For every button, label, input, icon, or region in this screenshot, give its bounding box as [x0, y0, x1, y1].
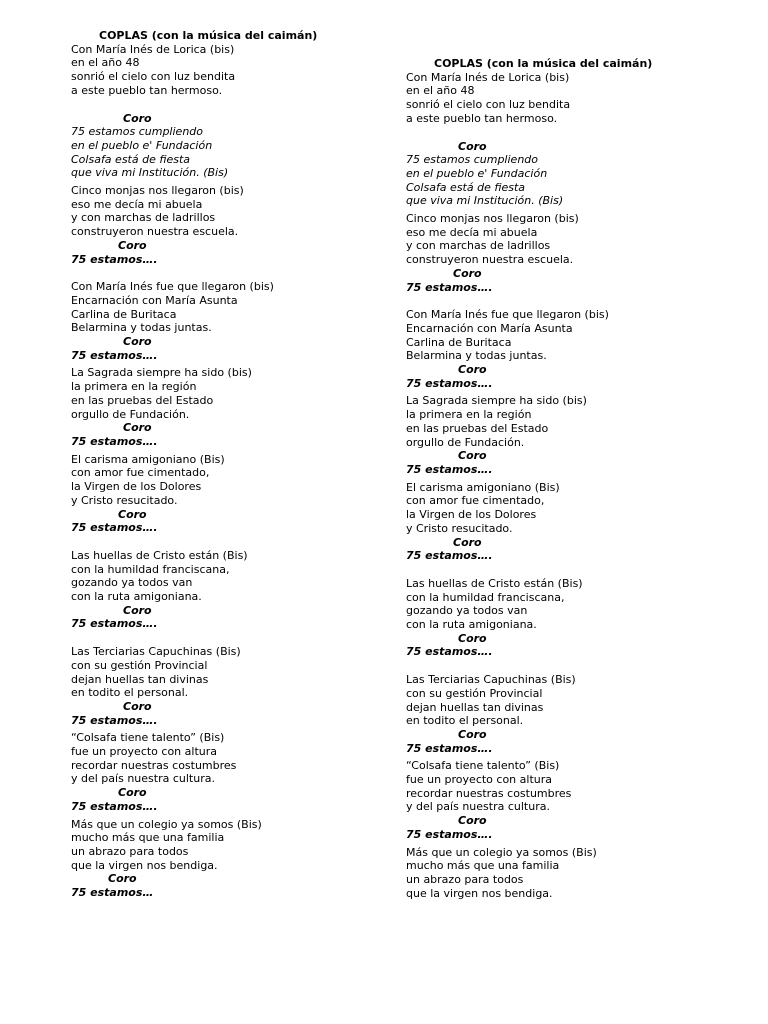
coro-label: Coro	[458, 814, 487, 828]
verse-line: con su gestión Provincial	[71, 658, 208, 672]
coro-label: Coro	[118, 238, 147, 252]
intro-stanza	[406, 71, 726, 126]
verse-line: con su gestión Provincial	[406, 686, 543, 700]
verse-line: en todito el personal.	[71, 686, 189, 700]
verse-line: mucho más que una familia	[71, 831, 225, 845]
intro-line: en el año 48	[406, 84, 475, 98]
verse-line: Con María Inés fue que llegaron (bis)	[71, 280, 274, 294]
verse-stanza	[406, 577, 726, 632]
coro-label: Coro	[458, 449, 487, 463]
coro-label: Coro	[118, 507, 147, 521]
verse-line: un abrazo para todos	[71, 844, 189, 858]
verse-line: “Colsafa tiene talento” (Bis)	[71, 731, 225, 745]
page-title: COPLAS (con la música del caimán)	[434, 57, 653, 70]
verse-line: con la humildad franciscana,	[71, 562, 230, 576]
chorus-line: 75 estamos cumpliendo	[71, 125, 203, 139]
verse-stanza	[71, 645, 391, 700]
coro-label: Coro	[108, 872, 137, 886]
refrain-line: 75 estamos…	[71, 886, 154, 900]
verse-line: con la ruta amigoniana.	[71, 590, 202, 604]
verse-line: fue un proyecto con altura	[406, 773, 552, 787]
verse-line: y con marchas de ladrillos	[71, 211, 216, 225]
verse-stanza	[406, 481, 726, 536]
verse-line: El carisma amigoniano (Bis)	[406, 480, 560, 494]
chorus-line: Colsafa está de fiesta	[71, 152, 191, 166]
verse-line: Cinco monjas nos llegaron (bis)	[406, 212, 579, 226]
verse-line: en todito el personal.	[406, 714, 524, 728]
verse-line: Más que un colegio ya somos (Bis)	[71, 817, 262, 831]
refrain-line: 75 estamos….	[406, 462, 493, 476]
verse-stanza	[406, 308, 726, 363]
refrain-line: 75 estamos….	[71, 521, 158, 535]
verse-line: la Virgen de los Dolores	[406, 508, 537, 522]
intro-line: sonrió el cielo con luz bendita	[71, 70, 236, 84]
verse-line: La Sagrada siempre ha sido (bis)	[71, 366, 252, 380]
verse-stanza	[71, 280, 391, 335]
refrain-line: 75 estamos….	[406, 280, 493, 294]
page-title: COPLAS (con la música del caimán)	[99, 29, 318, 42]
intro-line: a este pueblo tan hermoso.	[406, 111, 558, 125]
verse-line: en las pruebas del Estado	[71, 393, 214, 407]
verse-line: orgullo de Fundación.	[71, 407, 190, 421]
coro-label: Coro	[458, 727, 487, 741]
verse-line: que la virgen nos bendiga.	[406, 886, 553, 900]
refrain-line: 75 estamos….	[71, 617, 158, 631]
refrain-line: 75 estamos….	[406, 827, 493, 841]
refrain-line: 75 estamos….	[406, 645, 493, 659]
verse-stanza	[71, 549, 391, 604]
chorus-stanza	[71, 125, 391, 180]
refrain-line: 75 estamos….	[406, 376, 493, 390]
verse-stanza	[71, 366, 391, 421]
verse-line: “Colsafa tiene talento” (Bis)	[406, 759, 560, 773]
verse-line: y del país nuestra cultura.	[71, 772, 215, 786]
verse-line: que la virgen nos bendiga.	[71, 858, 218, 872]
coro-label: Coro	[453, 535, 482, 549]
chorus-line: en el pueblo e' Fundación	[71, 138, 213, 152]
verse-line: con la ruta amigoniana.	[406, 618, 537, 632]
verse-line: orgullo de Fundación.	[406, 435, 525, 449]
refrain-line: 75 estamos….	[71, 799, 158, 813]
verse-line: La Sagrada siempre ha sido (bis)	[406, 394, 587, 408]
intro-line: Con María Inés de Lorica (bis)	[71, 42, 235, 56]
verse-line: dejan huellas tan divinas	[406, 700, 544, 714]
verse-line: eso me decía mi abuela	[71, 197, 203, 211]
verse-line: Belarmina y todas juntas.	[406, 349, 547, 363]
verse-line: Encarnación con María Asunta	[71, 293, 238, 307]
verse-stanza	[406, 394, 726, 449]
verse-line: Encarnación con María Asunta	[406, 321, 573, 335]
verse-line: fue un proyecto con altura	[71, 745, 217, 759]
refrain-line: 75 estamos….	[406, 741, 493, 755]
coro-label: Coro	[458, 139, 487, 153]
coro-label: Coro	[453, 266, 482, 280]
verse-stanza	[406, 673, 726, 728]
verse-line: recordar nuestras costumbres	[406, 786, 572, 800]
chorus-stanza	[406, 153, 726, 208]
verse-line: Cinco monjas nos llegaron (bis)	[71, 184, 244, 198]
refrain-line: 75 estamos….	[71, 434, 158, 448]
verse-line: en las pruebas del Estado	[406, 421, 549, 435]
verse-line: la primera en la región	[71, 380, 197, 394]
verse-line: Carlina de Buritaca	[406, 335, 512, 349]
lyrics-column-left	[71, 29, 391, 900]
refrain-line: 75 estamos….	[71, 252, 158, 266]
verse-line: eso me decía mi abuela	[406, 225, 538, 239]
verse-stanza	[71, 818, 391, 873]
verse-line: mucho más que una familia	[406, 859, 560, 873]
refrain-line: 75 estamos….	[71, 713, 158, 727]
verse-line: Las Terciarias Capuchinas (Bis)	[406, 673, 576, 687]
verse-stanza	[406, 212, 726, 267]
coro-label: Coro	[118, 786, 147, 800]
verse-stanza	[71, 731, 391, 786]
intro-line: sonrió el cielo con luz bendita	[406, 98, 571, 112]
lyrics-column-right	[406, 57, 726, 900]
verse-line: con amor fue cimentado,	[406, 494, 545, 508]
coro-label: Coro	[458, 363, 487, 377]
verse-line: y del país nuestra cultura.	[406, 800, 550, 814]
verse-stanza	[406, 759, 726, 814]
chorus-line: Colsafa está de fiesta	[406, 180, 526, 194]
intro-line: en el año 48	[71, 56, 140, 70]
verse-line: con la humildad franciscana,	[406, 590, 565, 604]
verse-line: y con marchas de ladrillos	[406, 239, 551, 253]
verse-line: construyeron nuestra escuela.	[71, 225, 239, 239]
verse-line: gozando ya todos van	[406, 604, 528, 618]
verse-line: la Virgen de los Dolores	[71, 480, 202, 494]
intro-line: a este pueblo tan hermoso.	[71, 83, 223, 97]
verse-line: gozando ya todos van	[71, 576, 193, 590]
verse-line: construyeron nuestra escuela.	[406, 253, 574, 267]
verse-line: Con María Inés fue que llegaron (bis)	[406, 308, 609, 322]
verse-line: y Cristo resucitado.	[406, 521, 513, 535]
coro-label: Coro	[123, 111, 152, 125]
coro-label: Coro	[123, 603, 152, 617]
verse-line: recordar nuestras costumbres	[71, 758, 237, 772]
verse-line: Más que un colegio ya somos (Bis)	[406, 845, 597, 859]
verse-line: un abrazo para todos	[406, 872, 524, 886]
verse-line: Carlina de Buritaca	[71, 307, 177, 321]
chorus-line: que viva mi Institución. (Bis)	[71, 166, 229, 180]
verse-line: Las Terciarias Capuchinas (Bis)	[71, 645, 241, 659]
refrain-line: 75 estamos….	[406, 549, 493, 563]
verse-stanza	[71, 453, 391, 508]
intro-line: Con María Inés de Lorica (bis)	[406, 70, 570, 84]
intro-stanza	[71, 43, 391, 98]
verse-stanza	[71, 184, 391, 239]
coro-label: Coro	[123, 699, 152, 713]
verse-line: la primera en la región	[406, 408, 532, 422]
chorus-line: que viva mi Institución. (Bis)	[406, 194, 564, 208]
verse-line: con amor fue cimentado,	[71, 466, 210, 480]
verse-line: dejan huellas tan divinas	[71, 672, 209, 686]
verse-line: Las huellas de Cristo están (Bis)	[406, 576, 583, 590]
coro-label: Coro	[123, 421, 152, 435]
verse-line: Las huellas de Cristo están (Bis)	[71, 548, 248, 562]
verse-line: El carisma amigoniano (Bis)	[71, 452, 225, 466]
verse-stanza	[406, 846, 726, 901]
verse-line: y Cristo resucitado.	[71, 493, 178, 507]
refrain-line: 75 estamos….	[71, 348, 158, 362]
coro-label: Coro	[458, 631, 487, 645]
chorus-line: 75 estamos cumpliendo	[406, 153, 538, 167]
chorus-line: en el pueblo e' Fundación	[406, 166, 548, 180]
verse-line: Belarmina y todas juntas.	[71, 321, 212, 335]
coro-label: Coro	[123, 335, 152, 349]
